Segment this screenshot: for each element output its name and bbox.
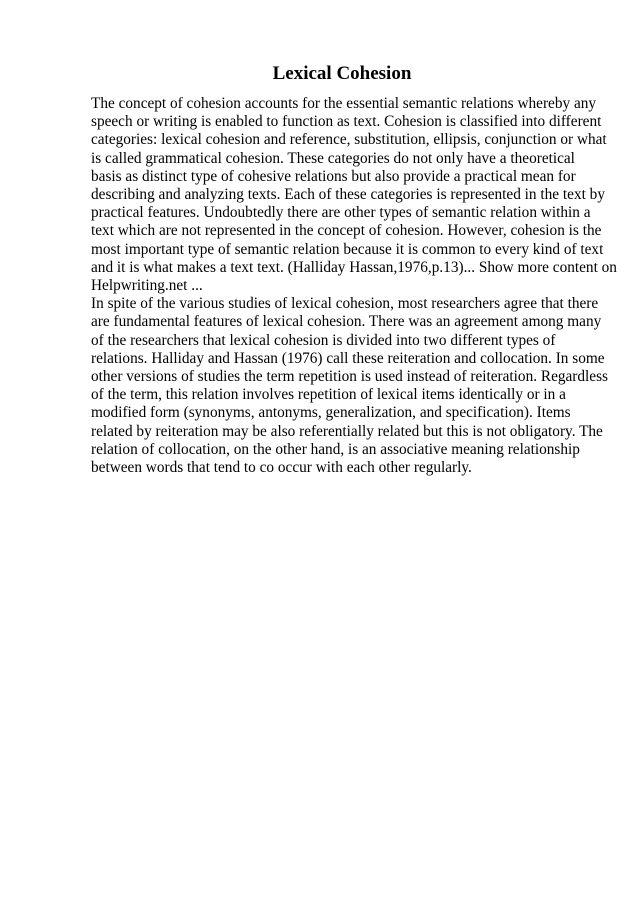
- text-line: and it is what makes a text text. (Halliday Hassan,1976,p.13)... Show more content on: [91, 258, 617, 276]
- text-line: The concept of cohesion accounts for the essential semantic relations whereby any: [91, 95, 597, 112]
- text-line: between words that tend to co occur with each other regularly.: [91, 459, 472, 477]
- text-line: of the term, this relation involves repetition of lexical items identically or in a: [91, 386, 566, 404]
- text-line: relation of collocation, on the other hand, is an associative meaning relationship: [91, 440, 580, 458]
- text-line: basis as distinct type of cohesive relations but also provide a practical mean for: [91, 167, 576, 185]
- text-line: related by reiteration may be also referentially related but this is not obligatory. The: [91, 422, 603, 440]
- text-line: modified form (synonyms, antonyms, generalization, and specification). Items: [91, 404, 571, 422]
- text-line: of the researchers that lexical cohesion is divided into two different types of: [91, 331, 556, 349]
- text-line: In spite of the various studies of lexical cohesion, most researchers agree that there: [91, 295, 599, 313]
- text-line: is called grammatical cohesion. These categories do not only have a theoretical: [91, 149, 575, 167]
- document-title: Lexical Cohesion: [272, 63, 412, 84]
- text-line: relations. Halliday and Hassan (1976) call these reiteration and collocation. In some: [91, 349, 605, 367]
- text-line: text which are not represented in the concept of cohesion. However, cohesion is the: [91, 222, 602, 240]
- text-line: speech or writing is enabled to function as text. Cohesion is classified into different: [91, 113, 602, 131]
- text-line: most important type of semantic relation because it is common to every kind of text: [91, 240, 604, 258]
- text-line: are fundamental features of lexical cohesion. There was an agreement among many: [91, 313, 602, 331]
- document-body: [91, 95, 617, 477]
- text-line: describing and analyzing texts. Each of these categories is represented in the text by: [91, 186, 605, 204]
- text-line: other versions of studies the term repetition is used instead of reiteration. Regardless: [91, 368, 608, 386]
- text-line: Helpwriting.net ...: [91, 277, 203, 295]
- text-line: practical features. Undoubtedly there are other types of semantic relation within a: [91, 204, 591, 222]
- text-line: categories: lexical cohesion and reference, substitution, ellipsis, conjunction or what: [91, 131, 607, 149]
